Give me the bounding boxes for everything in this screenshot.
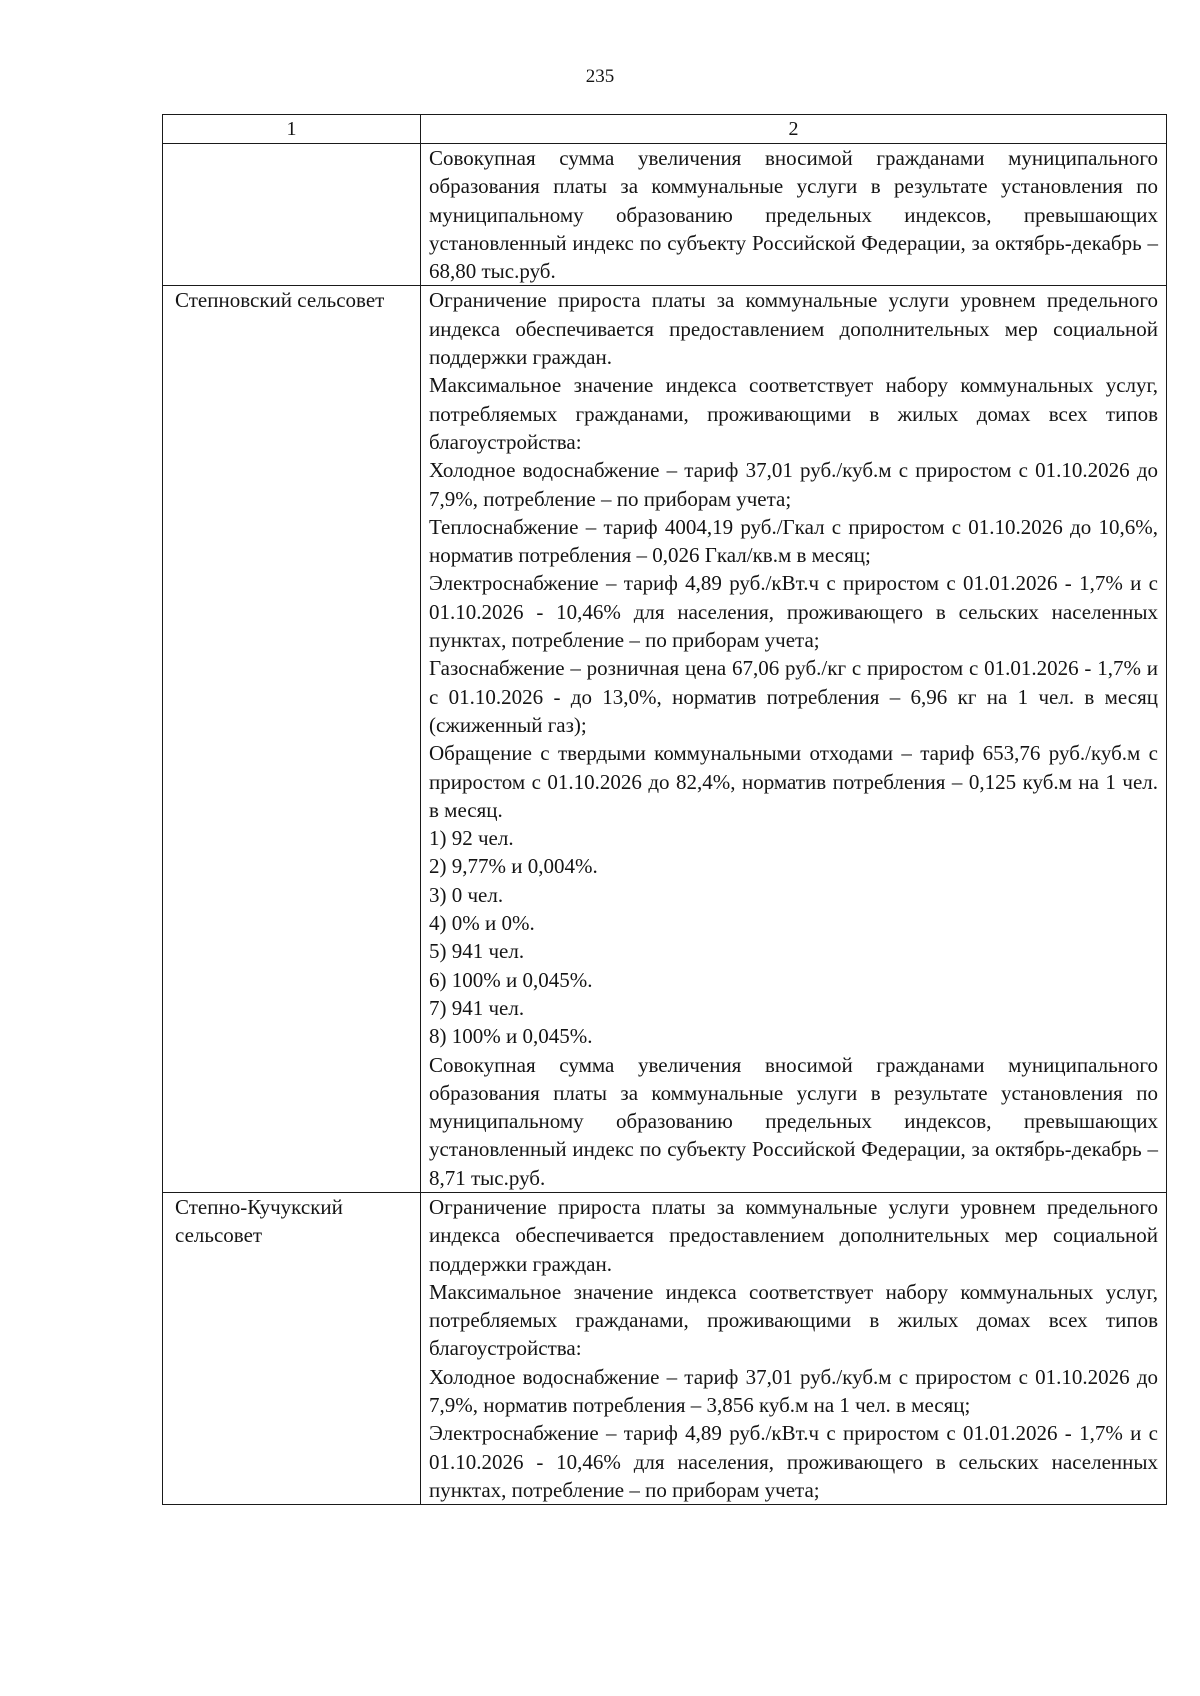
- description-cell: [421, 1192, 1167, 1504]
- waste-paragraph: Обращение с твердыми коммунальными отходами – тариф 653,76 руб./куб.м с приростом с 01.10.2026 до 82,4%, норматив потребления – 0,125 куб.м на 1 чел. в месяц.: [429, 741, 1158, 822]
- cold-water-paragraph: Холодное водоснабжение – тариф 37,01 руб./куб.м с приростом с 01.10.2026 до 7,9%, потребление – по приборам учета;: [429, 458, 1158, 511]
- list-item: 8) 100% и 0,045%.: [429, 1024, 593, 1049]
- electricity-paragraph: Электроснабжение – тариф 4,89 руб./кВт.ч с приростом с 01.01.2026 - 1,7% и с 01.10.2026 - 10,46% для населения, проживающего в сельских населенных пунктах, потребление – по приборам учета;: [429, 571, 1158, 653]
- table-header-row: [163, 115, 1167, 144]
- region-name: Степно-Кучукский сельсовет: [175, 1194, 343, 1248]
- heating-paragraph: Теплоснабжение – тариф 4004,19 руб./Гкал с приростом с 01.10.2026 до 10,6%, норматив потребления – 0,026 Гкал/кв.м в месяц;: [429, 514, 1158, 568]
- list-item: 7) 941 чел.: [429, 995, 525, 1020]
- column-header-1: 1: [163, 115, 421, 144]
- list-item: 1) 92 чел.: [429, 826, 514, 851]
- table-row: [163, 144, 1167, 286]
- description-cell: [421, 286, 1167, 1193]
- table-row: [163, 286, 1167, 1193]
- total-sum-paragraph: Совокупная сумма увеличения вносимой гражданами муниципального образования платы за коммунальные услуги в результате установления по муниципальному образованию предельных индексов, превышающих установленный индекс по субъекту Российской Федерации, за октябрь-декабрь – 8,71 тыс.руб.: [429, 1052, 1158, 1190]
- list-item: 6) 100% и 0,045%.: [429, 967, 593, 992]
- limit-paragraph: Ограничение прироста платы за коммунальные услуги уровнем предельного индекса обеспечивается предоставлением дополнительных мер социальной поддержки граждан.: [429, 1194, 1158, 1276]
- electricity-paragraph: Электроснабжение – тариф 4,89 руб./кВт.ч с приростом с 01.01.2026 - 1,7% и с 01.10.2026 - 10,46% для населения, проживающего в сельских населенных пунктах, потребление – по приборам учета;: [429, 1421, 1158, 1502]
- list-item: 4) 0% и 0%.: [429, 911, 535, 936]
- table-row: [163, 1192, 1167, 1504]
- max-index-paragraph: Максимальное значение индекса соответствует набору коммунальных услуг, потребляемых гражданами, проживающими в жилых домах всех типов благоустройства:: [429, 373, 1158, 454]
- total-sum-paragraph: Совокупная сумма увеличения вносимой гражданами муниципального образования платы за коммунальные услуги в результате установления по муниципальному образованию предельных индексов, превышающих установленный индекс по субъекту Российской Федерации, за октябрь-декабрь – 68,80 тыс.руб.: [429, 146, 1158, 284]
- region-cell: [163, 144, 421, 286]
- description-cell: [421, 144, 1167, 286]
- list-item: 5) 941 чел.: [429, 939, 525, 964]
- region-cell: [163, 1192, 421, 1504]
- max-index-paragraph: Максимальное значение индекса соответствует набору коммунальных услуг, потребляемых гражданами, проживающими в жилых домах всех типов благоустройства:: [429, 1279, 1158, 1361]
- list-item: 2) 9,77% и 0,004%.: [429, 854, 598, 879]
- document-table: [162, 114, 1167, 1505]
- region-name: Степновский сельсовет: [175, 288, 385, 313]
- column-header-2: 2: [421, 115, 1167, 144]
- list-item: 3) 0 чел.: [429, 882, 504, 907]
- gas-paragraph: Газоснабжение – розничная цена 67,06 руб./кг с приростом с 01.01.2026 - 1,7% и с 01.10.2026 - до 13,0%, норматив потребления – 6,96 кг на 1 чел. в месяц (сжиженный газ);: [429, 656, 1158, 737]
- page-number: 235: [585, 66, 615, 87]
- limit-paragraph: Ограничение прироста платы за коммунальные услуги уровнем предельного индекса обеспечивается предоставлением дополнительных мер социальной поддержки граждан.: [429, 288, 1158, 370]
- region-cell: [163, 286, 421, 1193]
- cold-water-paragraph: Холодное водоснабжение – тариф 37,01 руб./куб.м с приростом с 01.10.2026 до 7,9%, норматив потребления – 3,856 куб.м на 1 чел. в месяц;: [429, 1364, 1158, 1418]
